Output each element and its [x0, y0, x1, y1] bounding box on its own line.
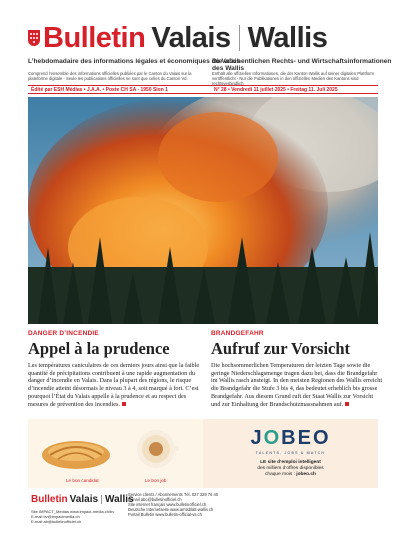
end-mark: [122, 402, 126, 406]
jobeo-ad[interactable]: [28, 419, 378, 488]
forest-fire-photo: [28, 97, 378, 324]
valais-shield-icon: [28, 30, 40, 46]
jobeo-logo: [203, 427, 378, 450]
caption-good-job: Le bon job: [145, 478, 167, 483]
footer-line: Deutsche Internetseite www.amtsblatt-wallis.ch: [128, 507, 214, 513]
footer-logo-wallis: Wallis: [105, 494, 134, 505]
jobeo-ad-visual: [28, 419, 203, 488]
article-de-text: Die hochsommerlichen Temperaturen der letzten Tage sowie die geringe Niederschlagsmenge tragen dazu bei, dass die Brandgefahr im Wallis rasch ansteigt. In den meisten Regionen des Wallis erreicht die Brandgefahr die Stufe 3 bis 4, das bedeutet erheblich bis grosse Brandgefahr. Aus diesem Grund ruft der Staat Wallis zur Vorsicht und zur Einhaltung der Brandschutzmassnahmen auf.: [211, 362, 383, 408]
footer-line: E-mail ab@bulletinofficiel.ch: [31, 519, 82, 524]
footer-line: Site internet français www.bulletinofficiel.ch: [128, 502, 207, 508]
article-fr-text: Les températures caniculaires de ces derniers jours ainsi que la faible quantité de précipitations contribuent à une rapide augmentation du danger d’incendie en Valais. Dans la plupart des régions, le risque d’incendie atteint désormais le niveau 3 à 4, soit marqué à fort. C’est pourquoi l’État du Valais appelle à la prudence et au respect des mesures de prévention des incendies.: [28, 362, 200, 408]
jobeo-link[interactable]: jobeo.ch: [296, 472, 316, 477]
end-mark: [345, 402, 349, 406]
subline-fr: Comprend l’ensemble des informations officielles publiées par le Canton du Valais sur la plateforme digitale - Seule les publications officielles ne sont que celles du Canton Vd.: [28, 71, 192, 82]
subline-de: Enthält alle offiziellen Informationen, die der Kanton Wallis auf seiner digitalen Plattform veröffentlicht - Nur die Publikationen in den offiziellen Medien des Kantons sind rechtsverbindlich.: [212, 71, 375, 87]
footer-logo-valais: Valais: [69, 494, 99, 505]
footer-line: E-mail bv@impactmedia.ch: [31, 514, 80, 519]
issue-info-bar: [28, 85, 378, 94]
jobeo-line-1: LE site d’emploi intelligent: [260, 460, 321, 465]
title-valais: Valais: [151, 21, 231, 54]
jobeo-tagline: TALENTS, JOBS & MATCH: [255, 451, 326, 455]
jobeo-copy: LE site d’emploi intelligent des milliers d’offres disponibles chaque mois : jobeo.ch: [203, 460, 378, 478]
tagline-fr: L’hebdomadaire des informations légales et économiques du Valais: [28, 58, 241, 65]
caption-good-candidate: Le bon candidat: [66, 478, 99, 483]
issue-info-left: Édité par ESH Médias • J.A.A. • Poste CH SA - 1950 Sion 1: [31, 86, 168, 93]
footer-contacts-mid: [128, 492, 278, 517]
tagline-de: Die wöchentlichen Rechts- und Wirtschaftsinformationen des Wallis: [212, 58, 392, 72]
article-fr-kicker: DANGER D’INCENDIE: [28, 330, 99, 337]
article-fr: [28, 330, 200, 408]
title-bulletin: Bulletin: [43, 21, 146, 54]
jobeo-ad-text: [203, 419, 378, 488]
article-de: [211, 330, 383, 408]
article-fr-body: [28, 362, 200, 408]
footer-logo-bulletin: Bulletin: [31, 494, 68, 505]
footer-logo: [31, 494, 134, 505]
footer-line: E-mail abo@bulletinofficiel.ch: [128, 497, 182, 503]
jobeo-logo-j: J: [250, 427, 264, 449]
jobeo-line-2: des milliers d’offres disponibles: [257, 466, 324, 471]
title-wallis: Wallis: [247, 21, 328, 54]
masthead: [28, 20, 380, 56]
jobeo-logo-o: O: [263, 427, 282, 449]
footer-logo-divider: [101, 495, 102, 504]
croissant-coffee-illustration: [28, 419, 203, 488]
footer: [28, 490, 378, 530]
article-de-headline: Aufruf zur Vorsicht: [211, 339, 351, 358]
footer-contacts-left: [31, 509, 114, 524]
issue-info-right: N° 28 • Vendredi 11 juillet 2025 • Freitag 11. Juli 2025: [214, 86, 338, 93]
article-de-kicker: BRANDGEFAHR: [211, 330, 264, 337]
article-fr-headline: Appel à la prudence: [28, 339, 170, 358]
title-divider: [239, 25, 240, 51]
jobeo-logo-rest: BEO: [281, 427, 331, 449]
footer-line: Portail Bulletin www.bulletin-official-vs.ch: [128, 512, 202, 518]
forest-fire-illustration: [28, 97, 378, 324]
article-de-body: [211, 362, 383, 408]
jobeo-line-3: chaque mois: [265, 472, 293, 477]
footer-line: Service clients / Abonnements Tél. 027 329 76 40: [128, 492, 219, 497]
footer-line: Site IMPACT_Médias www.impact-media.ch/bv: [31, 509, 115, 514]
